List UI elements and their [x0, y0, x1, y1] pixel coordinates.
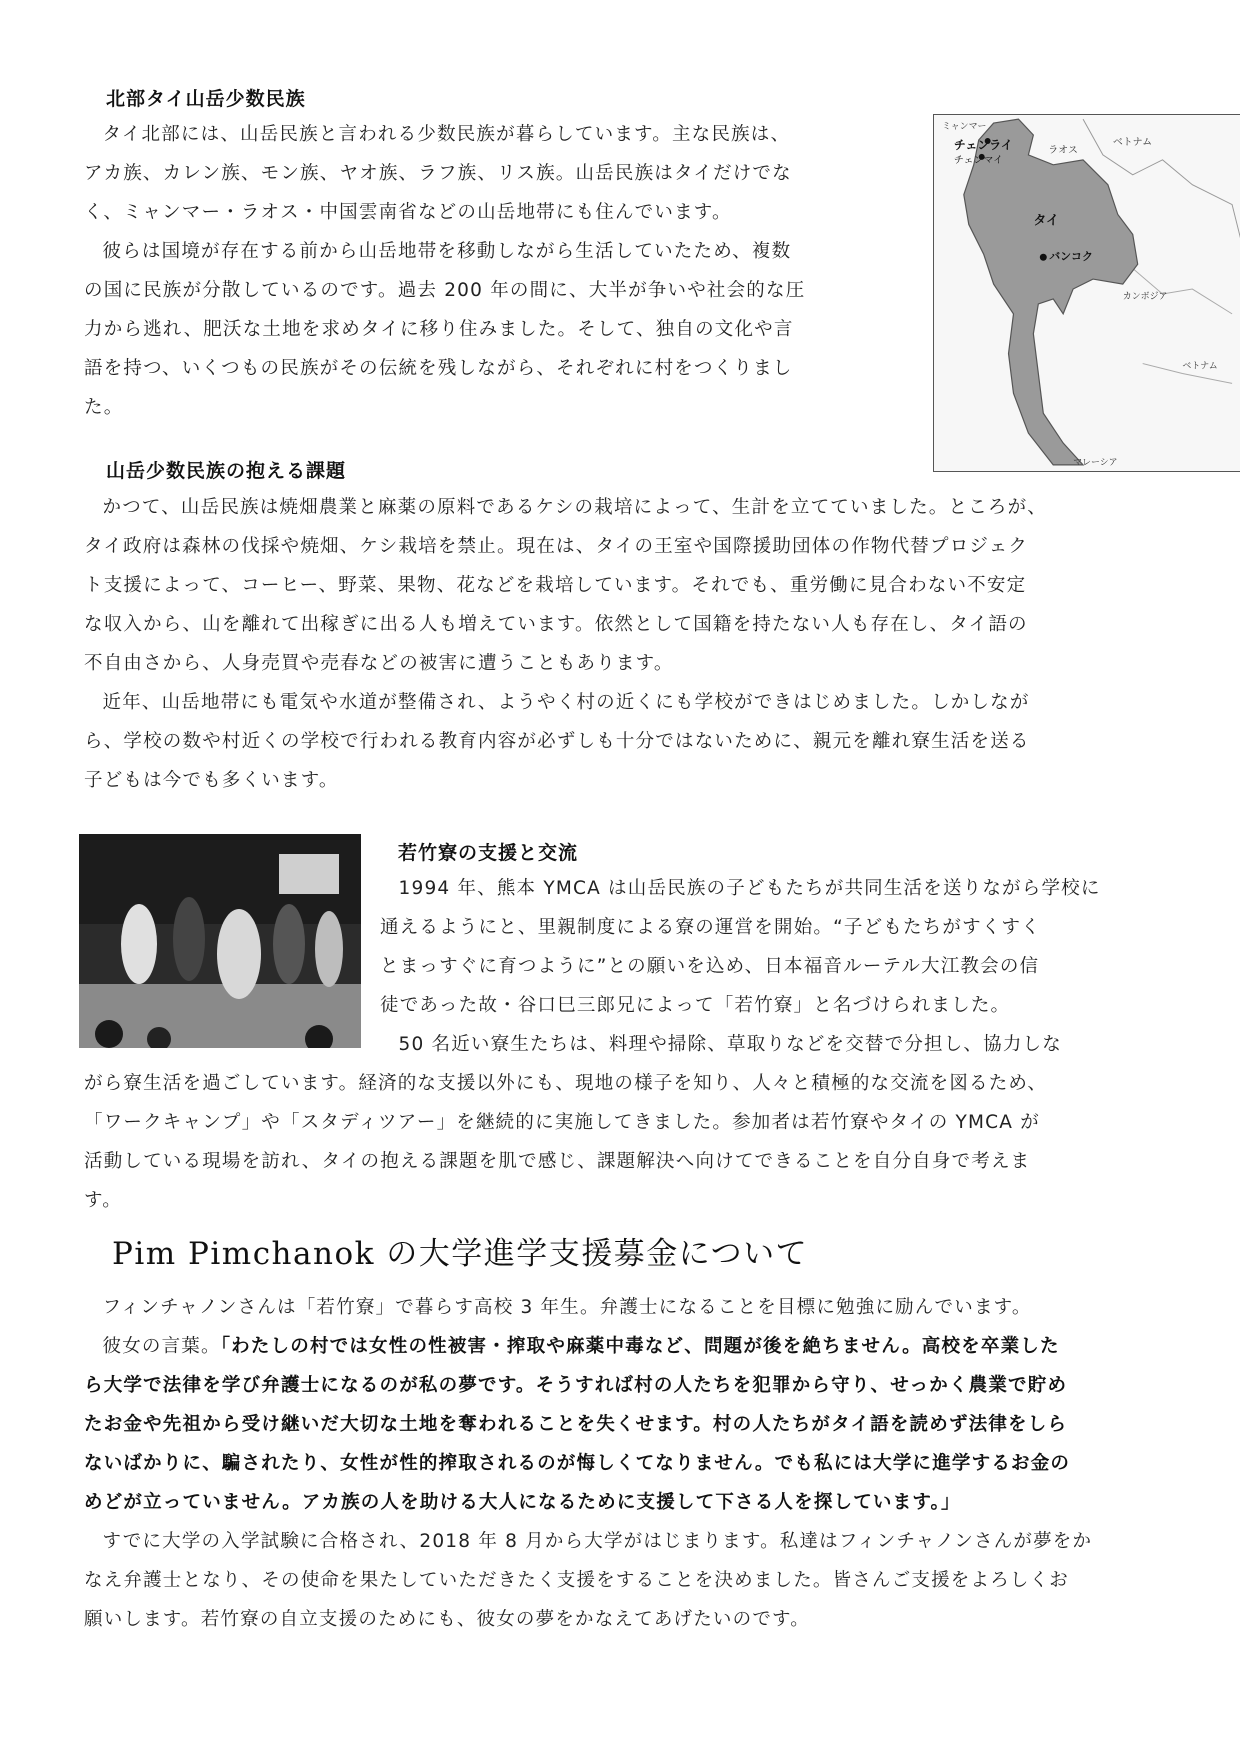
quote-intro: 彼女の言葉。: [102, 1336, 221, 1357]
quote-line: ら大学で法律を学び弁護士になるのが私の夢です。そうすれば村の人たちを犯罪から守り、せっかく農業で貯め: [84, 1375, 1068, 1396]
text-line: 力から逃れ、肥沃な土地を求めタイに移り住みました。そして、独自の文化や言: [84, 319, 794, 340]
text-line: 子どもは今でも多くいます。: [84, 770, 339, 791]
section-body-challenges: [84, 488, 1174, 800]
text-line: ト支援によって、コーヒー、野菜、果物、花などを栽培しています。それでも、重労働に見合わない不安定: [84, 575, 1027, 596]
text-line: 彼らは国境が存在する前から山岳地帯を移動しながら生活していたため、複数: [102, 241, 792, 262]
quote-text: 「わたしの村では女性の性被害・搾取や麻薬中毒など、問題が後を絶ちません。高校を卒業した: [220, 1336, 1060, 1357]
text-line: がら寮生活を過ごしています。経済的な支援以外にも、現地の様子を知り、人々と積極的な交流を図るため、: [84, 1073, 1048, 1094]
text-line: 50 名近い寮生たちは、料理や掃除、草取りなどを交替で分担し、協力しな: [398, 1034, 1062, 1055]
map-label-bangkok: バンコク: [1049, 250, 1093, 264]
text-line: ら、学校の数や村近くの学校で行われる教育内容が必ずしも十分ではないために、親元を離れ寮生活を送る: [84, 731, 1030, 752]
text-line: 徒であった故・谷口巳三郎兄によって「若竹寮」と名づけられました。: [380, 995, 1011, 1016]
section-heading-northern-thai: 北部タイ山岳少数民族: [106, 88, 306, 110]
text-line: 不自由さから、人身売買や売春などの被害に遭うこともあります。: [84, 653, 674, 674]
section-body-wakatake-bottom: [84, 1064, 1184, 1220]
dance-photo: [79, 834, 361, 1048]
map-label-malaysia: マレーシア: [1073, 457, 1118, 468]
quote-line: たお金や先祖から受け継いだ大切な土地を奪われることを失くせます。村の人たちがタイ語を読めず法律をしら: [84, 1414, 1068, 1435]
quote-line: ないばかりに、騙されたり、女性が性的搾取されるのが悔しくてなりません。でも私には大学に進学するお金の: [84, 1453, 1071, 1474]
text-line: く、ミャンマー・ラオス・中国雲南省などの山岳地帯にも住んでいます。: [84, 202, 732, 223]
map-label-cambodia: カンボジア: [1122, 291, 1168, 302]
map-label-laos: ラオス: [1048, 144, 1078, 156]
text-line: とまっすぐに育つように”との願いを込め、日本福音ルーテル大江教会の信: [380, 956, 1040, 977]
text-line: フィンチャノンさんは「若竹寮」で暮らす高校 3 年生。弁護士になることを目標に勉強に励んでいます。: [102, 1297, 1032, 1318]
section-heading-challenges: 山岳少数民族の抱える課題: [106, 460, 347, 482]
text-line: アカ族、カレン族、モン族、ヤオ族、ラフ族、リス族。山岳民族はタイだけでな: [84, 163, 792, 184]
section-body-northern-thai: [84, 115, 944, 427]
text-line: タイ政府は森林の伐採や焼畑、ケシ栽培を禁止。現在は、タイの王室や国際援助団体の作物代替プロジェク: [84, 536, 1029, 557]
text-line: 願いします。若竹寮の自立支援のためにも、彼女の夢をかなえてあげたいのです。: [84, 1609, 810, 1630]
text-line: なえ弁護士となり、その使命を果たしていただきたく支援をすることを決めました。皆さんご支援をよろしくお: [84, 1570, 1070, 1591]
map-label-chiang-mai: チェンマイ: [953, 154, 1003, 166]
text-line: 活動している現場を訪れ、タイの抱える課題を肌で感じ、課題解決へ向けてできることを自分自身で考えま: [84, 1151, 1031, 1172]
map-graphic: [934, 115, 1240, 471]
section-heading-wakatake: 若竹寮の支援と交流: [398, 842, 579, 864]
map-label-vietnam: ベトナム: [1112, 136, 1153, 148]
text-line: た。: [84, 397, 124, 418]
text-line: 通えるようにと、里親制度による寮の運営を開始。“子どもたちがすくすく: [380, 917, 1041, 938]
text-line: す。: [84, 1190, 122, 1211]
photo-graphic: [79, 834, 361, 1048]
text-line: 近年、山岳地帯にも電気や水道が整備され、ようやく村の近くにも学校ができはじめました。しかしなが: [102, 692, 1030, 713]
text-line: 1994 年、熊本 YMCA は山岳民族の子どもたちが共同生活を送りながら学校に: [398, 878, 1101, 899]
text-line: の国に民族が分散しているのです。過去 200 年の間に、大半が争いや社会的な圧: [84, 280, 806, 301]
fundraiser-title: Pim Pimchanok の大学進学支援募金について: [112, 1236, 809, 1272]
map-label-vietnam-south: ベトナム: [1182, 361, 1218, 372]
text-line: タイ北部には、山岳民族と言われる少数民族が暮らしています。主な民族は、: [102, 124, 791, 145]
text-line: かつて、山岳民族は焼畑農業と麻薬の原料であるケシの栽培によって、生計を立てていました。ところが、: [102, 497, 1047, 518]
fundraiser-body: [84, 1288, 1184, 1639]
text-line: 「ワークキャンプ」や「スタディツアー」を継続的に実施してきました。参加者は若竹寮やタイの YMCA が: [84, 1112, 1040, 1133]
text-line: な収入から、山を離れて出稼ぎに出る人も増えています。依然として国籍を持たない人も存在し、タイ語の: [84, 614, 1028, 635]
map-label-chiang-rai: チェンライ: [953, 137, 1013, 152]
text-line: 語を持つ、いくつもの民族がその伝統を残しながら、それぞれに村をつくりまし: [84, 358, 793, 379]
map-label-myanmar: ミャンマー: [941, 122, 987, 133]
thailand-map: [933, 114, 1240, 472]
text-line: すでに大学の入学試験に合格され、2018 年 8 月から大学がはじまります。私達はフィンチャノンさんが夢をか: [102, 1531, 1093, 1552]
section-body-wakatake-top: [380, 869, 1180, 1064]
map-label-thai: タイ: [1033, 213, 1059, 229]
quote-line: めどが立っていません。アカ族の人を助ける大人になるために支援して下さる人を探しています。」: [84, 1492, 961, 1513]
